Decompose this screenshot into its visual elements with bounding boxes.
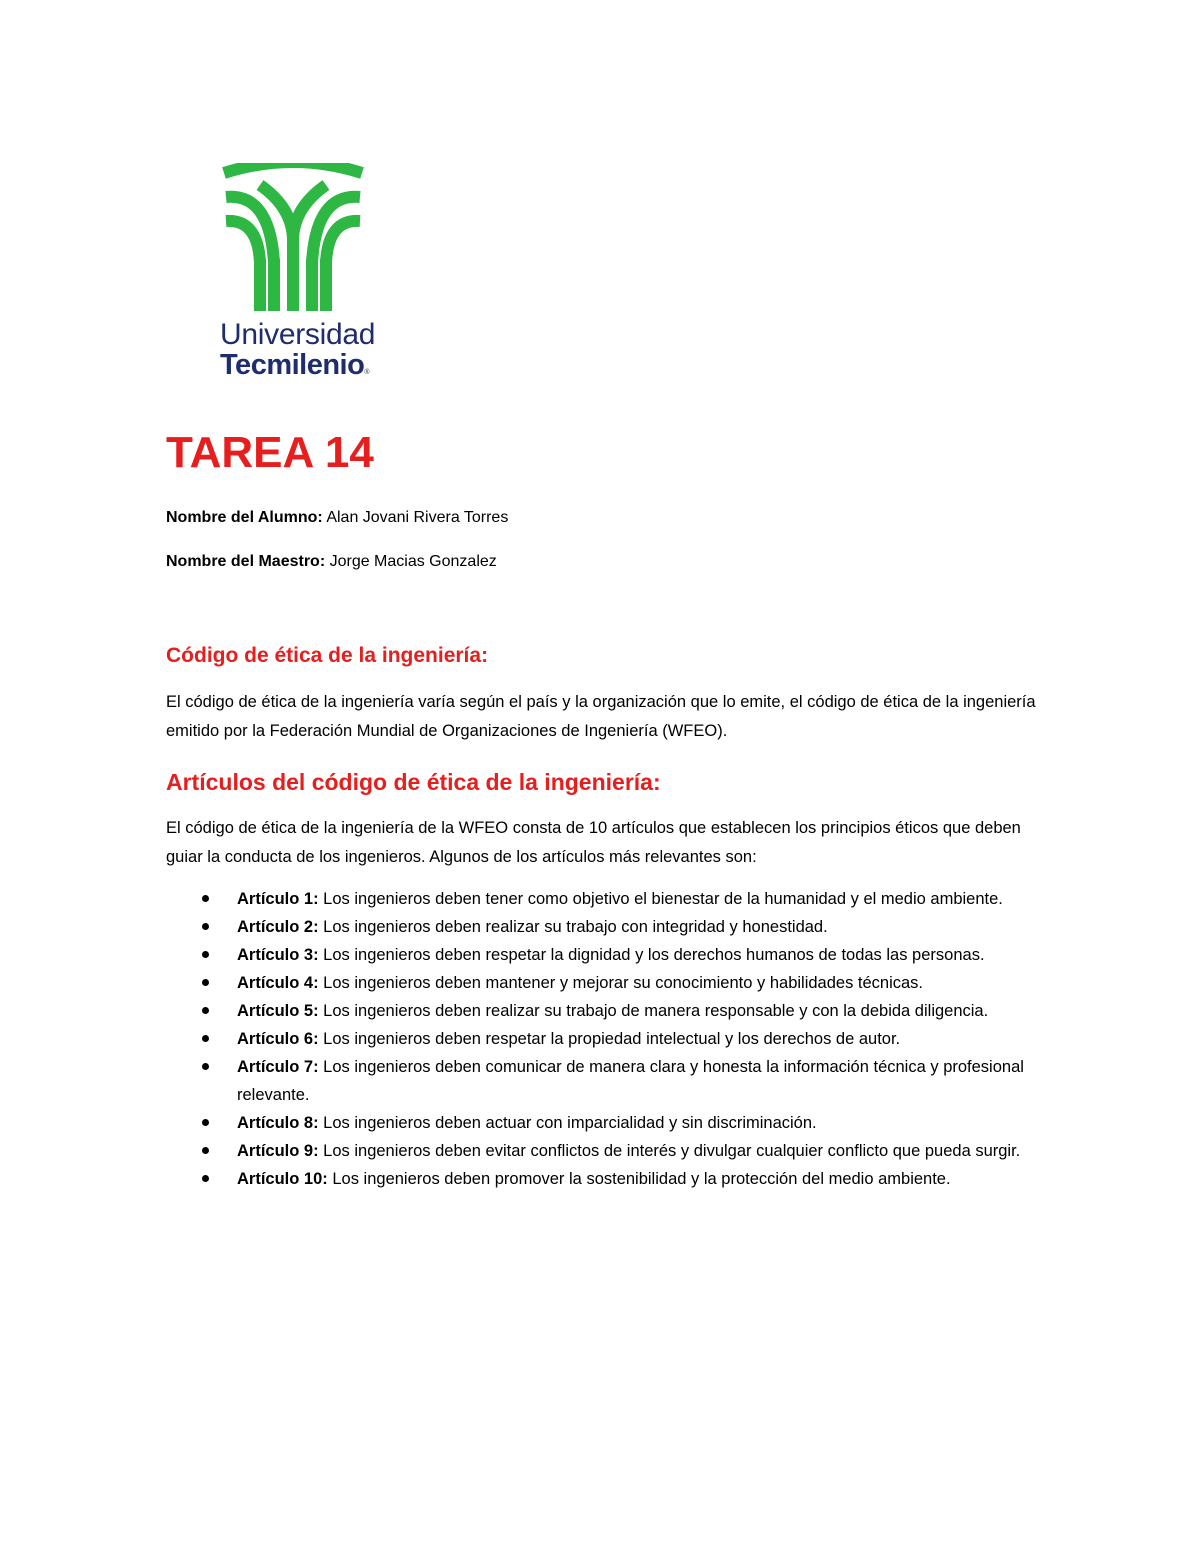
article-label: Artículo 5: xyxy=(237,1002,319,1020)
article-text: Los ingenieros deben respetar la propiedad intelectual y los derechos de autor. xyxy=(318,1030,901,1048)
articles-list xyxy=(166,885,1046,1193)
article-text: Los ingenieros deben actuar con imparcialidad y sin discriminación. xyxy=(318,1114,817,1132)
bullet-icon xyxy=(202,895,209,902)
article-text: Los ingenieros deben realizar su trabajo de manera responsable y con la debida diligencia. xyxy=(318,1002,989,1020)
page-title: TAREA 14 xyxy=(166,428,374,477)
student-label: Nombre del Alumno: xyxy=(166,509,323,526)
article-label: Artículo 10: xyxy=(237,1170,328,1188)
student-name-line xyxy=(166,507,508,529)
registered-mark: ® xyxy=(364,369,370,376)
section-heading-articulos: Artículos del código de ética de la ingeniería: xyxy=(166,769,661,795)
logo-text-tecmilenio-word: Tecmilenio xyxy=(220,349,365,381)
list-item xyxy=(166,1109,1046,1137)
list-item xyxy=(166,1165,1046,1193)
article-text: Los ingenieros deben comunicar de manera clara y honesta la información técnica y profesional relevante. xyxy=(237,1058,1024,1104)
student-value: Alan Jovani Rivera Torres xyxy=(322,509,509,526)
list-item xyxy=(166,997,1046,1025)
article-text: Los ingenieros deben mantener y mejorar su conocimiento y habilidades técnicas. xyxy=(318,974,924,992)
article-text: Los ingenieros deben promover la sostenibilidad y la protección del medio ambiente. xyxy=(327,1170,951,1188)
teacher-value: Jorge Macias Gonzalez xyxy=(325,553,497,570)
teacher-label: Nombre del Maestro: xyxy=(166,553,326,570)
list-item xyxy=(166,1025,1046,1053)
list-item xyxy=(166,1053,1046,1109)
article-text: Los ingenieros deben respetar la dignidad y los derechos humanos de todas las personas. xyxy=(318,946,985,964)
bullet-icon xyxy=(202,979,209,986)
section-heading-codigo: Código de ética de la ingeniería: xyxy=(166,644,489,667)
bullet-icon xyxy=(202,1035,209,1042)
bullet-icon xyxy=(202,1175,209,1182)
bullet-icon xyxy=(202,1119,209,1126)
teacher-name-line xyxy=(166,551,497,573)
section-paragraph-codigo: El código de ética de la ingeniería varía según el país y la organización que lo emite, el código de ética de la ingeniería emitido por la Federación Mundial de Organizaciones de Ingeniería (WFEO). xyxy=(166,693,1036,740)
list-item xyxy=(166,913,1046,941)
logo-text-tecmilenio xyxy=(220,349,369,389)
bullet-icon xyxy=(202,1063,209,1070)
list-item xyxy=(166,1137,1046,1165)
article-label: Artículo 8: xyxy=(237,1114,319,1132)
section-paragraph-articulos: El código de ética de la ingeniería de la WFEO consta de 10 artículos que establecen los principios éticos que deben guiar la conducta de los ingenieros. Algunos de los artículos más relevantes son: xyxy=(166,819,1021,866)
article-text: Los ingenieros deben evitar conflictos de interés y divulgar cualquier conflicto que pueda surgir. xyxy=(318,1142,1021,1160)
bullet-icon xyxy=(202,923,209,930)
article-label: Artículo 6: xyxy=(237,1030,319,1048)
bullet-icon xyxy=(202,1007,209,1014)
article-label: Artículo 2: xyxy=(237,918,319,936)
article-label: Artículo 9: xyxy=(237,1142,319,1160)
article-label: Artículo 7: xyxy=(237,1058,319,1076)
article-text: Los ingenieros deben realizar su trabajo con integridad y honestidad. xyxy=(318,918,828,936)
bullet-icon xyxy=(202,1147,209,1154)
bullet-icon xyxy=(202,951,209,958)
article-label: Artículo 4: xyxy=(237,974,319,992)
logo-text-universidad: Universidad xyxy=(220,318,376,351)
article-label: Artículo 1: xyxy=(237,890,319,908)
article-label: Artículo 3: xyxy=(237,946,319,964)
article-text: Los ingenieros deben tener como objetivo el bienestar de la humanidad y el medio ambiente. xyxy=(318,890,1003,908)
list-item xyxy=(166,941,1046,969)
list-item xyxy=(166,969,1046,997)
list-item xyxy=(166,885,1046,913)
tecmilenio-tree-icon xyxy=(220,163,366,311)
